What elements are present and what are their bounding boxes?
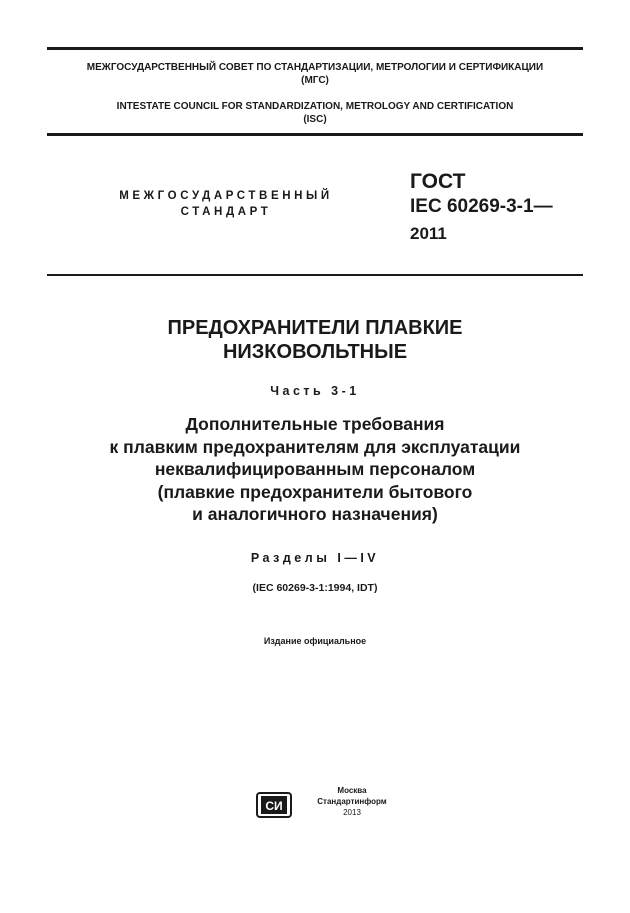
top-rule	[47, 47, 583, 50]
council-en-abbr: (ISC)	[303, 114, 327, 125]
designation-rule	[47, 274, 583, 276]
gost-number: IEC 60269-3-1—	[410, 196, 553, 217]
standard-kind-line2: СТАНДАРТ	[180, 206, 272, 218]
publisher-info	[312, 785, 392, 818]
gost-label: ГОСТ	[410, 170, 466, 193]
document-subtitle	[0, 413, 630, 526]
subtitle-line1: Дополнительные требования	[185, 414, 445, 434]
gost-year: 2011	[410, 224, 447, 243]
publisher-logo-text: СИ	[265, 799, 283, 813]
standard-kind	[96, 188, 356, 220]
title-line1: ПРЕДОХРАНИТЕЛИ ПЛАВКИЕ	[167, 317, 463, 339]
iec-reference: (IEC 60269-3-1:1994, IDT)	[252, 582, 378, 594]
title-line2: НИЗКОВОЛЬТНЫЕ	[222, 341, 408, 363]
publisher-city: Москва	[337, 786, 367, 795]
subtitle-line3: неквалифицированным персоналом	[154, 459, 476, 479]
publisher-name: Стандартинформ	[317, 797, 387, 806]
subtitle-line4: (плавкие предохранители бытового	[157, 481, 473, 502]
document-title	[0, 316, 630, 364]
header-rule	[47, 133, 583, 136]
standard-kind-line1: МЕЖГОСУДАРСТВЕННЫЙ	[119, 190, 333, 202]
publisher-logo	[256, 792, 292, 818]
council-en: INTESTATE COUNCIL FOR STANDARDIZATION, METROLOGY AND CERTIFICATION	[116, 101, 514, 112]
council-ru: МЕЖГОСУДАРСТВЕННЫЙ СОВЕТ ПО СТАНДАРТИЗАЦИИ, МЕТРОЛОГИИ И СЕРТИФИКАЦИИ	[86, 62, 544, 73]
sections-range: Разделы I—IV	[250, 551, 380, 565]
subtitle-line2: к плавким предохранителям для эксплуатации	[109, 436, 521, 457]
publisher-year: 2013	[343, 808, 361, 817]
council-ru-abbr: (МГС)	[301, 75, 329, 86]
subtitle-line5: и аналогичного назначения)	[192, 504, 438, 524]
edition-note: Издание официальное	[263, 636, 367, 646]
part-number: Часть 3-1	[270, 384, 360, 398]
